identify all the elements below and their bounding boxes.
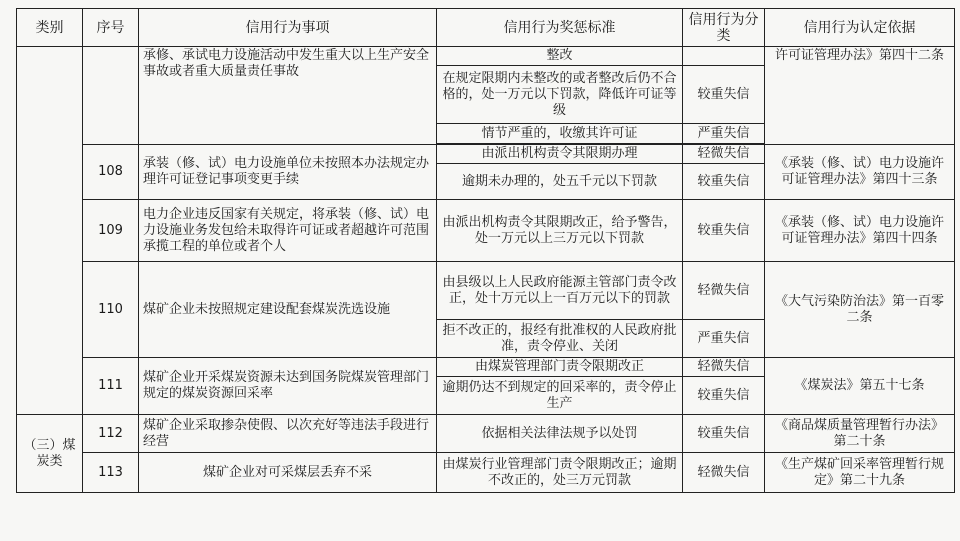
- number-cell: 109: [83, 200, 139, 262]
- header-basis: 信用行为认定依据: [765, 9, 955, 47]
- basis-cell: 许可证管理办法》第四十二条: [765, 47, 955, 145]
- standard-cell: 逾期仍达不到规定的回采率的，责令停止生产: [437, 377, 683, 415]
- number-cell-blank: [83, 47, 139, 145]
- header-standard: 信用行为奖惩标准: [437, 9, 683, 47]
- number-cell: 110: [83, 262, 139, 358]
- table-row: [17, 47, 955, 66]
- standard-cell: 由县级以上人民政府能源主管部门责令改正，处十万元以上一百万元以下的罚款: [437, 262, 683, 320]
- basis-cell: 《煤炭法》第五十七条: [765, 358, 955, 415]
- standard-cell: 由派出机构责令其限期改正，给予警告，处一万元以上三万元以下罚款: [437, 200, 683, 262]
- class-cell: 严重失信: [683, 320, 765, 358]
- matter-cell: 煤矿企业对可采煤层丢弃不采: [139, 453, 437, 493]
- basis-cell: 《生产煤矿回采率管理暂行规定》第二十九条: [765, 453, 955, 493]
- class-cell: 轻微失信: [683, 262, 765, 320]
- class-cell: 较重失信: [683, 200, 765, 262]
- matter-cell: 煤矿企业开采煤炭资源未达到国务院煤炭管理部门规定的煤炭资源回采率: [139, 358, 437, 415]
- table-row: [17, 262, 955, 320]
- table-row: [17, 358, 955, 377]
- category-cell: （三）煤炭类: [17, 415, 83, 493]
- matter-cell: 煤矿企业采取掺杂使假、以次充好等违法手段进行经营: [139, 415, 437, 453]
- basis-cell: 《商品煤质量管理暂行办法》第二十条: [765, 415, 955, 453]
- standard-cell: 依据相关法律法规予以处罚: [437, 415, 683, 453]
- basis-cell: 《承装（修、试）电力设施许可证管理办法》第四十四条: [765, 200, 955, 262]
- standard-cell: 由派出机构责令其限期办理: [437, 145, 683, 164]
- standard-cell: 逾期未办理的，处五千元以下罚款: [437, 164, 683, 200]
- basis-cell: 《大气污染防治法》第一百零二条: [765, 262, 955, 358]
- matter-cell: 煤矿企业未按照规定建设配套煤炭洗选设施: [139, 262, 437, 358]
- table-row: [17, 453, 955, 493]
- credit-behavior-table: [16, 8, 955, 493]
- header-number: 序号: [83, 9, 139, 47]
- class-cell: 较重失信: [683, 377, 765, 415]
- matter-cell: 承修、承试电力设施活动中发生重大以上生产安全事故或者重大质量责任事故: [139, 47, 437, 145]
- header-class: 信用行为分类: [683, 9, 765, 47]
- category-cell-blank: [17, 47, 83, 415]
- header-category: 类别: [17, 9, 83, 47]
- standard-cell: 整改: [437, 47, 683, 66]
- class-cell: 较重失信: [683, 164, 765, 200]
- class-cell: 轻微失信: [683, 358, 765, 377]
- table-row: [17, 415, 955, 453]
- class-cell: 轻微失信: [683, 145, 765, 164]
- basis-cell: 《承装（修、试）电力设施许可证管理办法》第四十三条: [765, 145, 955, 200]
- matter-cell: 电力企业违反国家有关规定，将承装（修、试）电力设施业务发包给未取得许可证或者超越许可范围承揽工程的单位或者个人: [139, 200, 437, 262]
- number-cell: 108: [83, 145, 139, 200]
- standard-cell: 由煤炭行业管理部门责令限期改正；逾期不改正的，处三万元罚款: [437, 453, 683, 493]
- matter-cell: 承装（修、试）电力设施单位未按照本办法规定办理许可证登记事项变更手续: [139, 145, 437, 200]
- class-cell: 较重失信: [683, 66, 765, 124]
- table-row: [17, 145, 955, 164]
- class-cell-blank: [683, 47, 765, 66]
- standard-cell: 情节严重的，收缴其许可证: [437, 124, 683, 144]
- table-row: [17, 200, 955, 262]
- standard-cell: 拒不改正的，报经有批准权的人民政府批准，责令停业、关闭: [437, 320, 683, 358]
- class-cell: 严重失信: [683, 124, 765, 144]
- header-row: [17, 9, 955, 47]
- number-cell: 112: [83, 415, 139, 453]
- header-matter: 信用行为事项: [139, 9, 437, 47]
- class-cell: 较重失信: [683, 415, 765, 453]
- number-cell: 113: [83, 453, 139, 493]
- standard-cell: 由煤炭管理部门责令限期改正: [437, 358, 683, 377]
- number-cell: 111: [83, 358, 139, 415]
- class-cell: 轻微失信: [683, 453, 765, 493]
- standard-cell: 在规定限期内未整改的或者整改后仍不合格的，处一万元以下罚款，降低许可证等级: [437, 66, 683, 124]
